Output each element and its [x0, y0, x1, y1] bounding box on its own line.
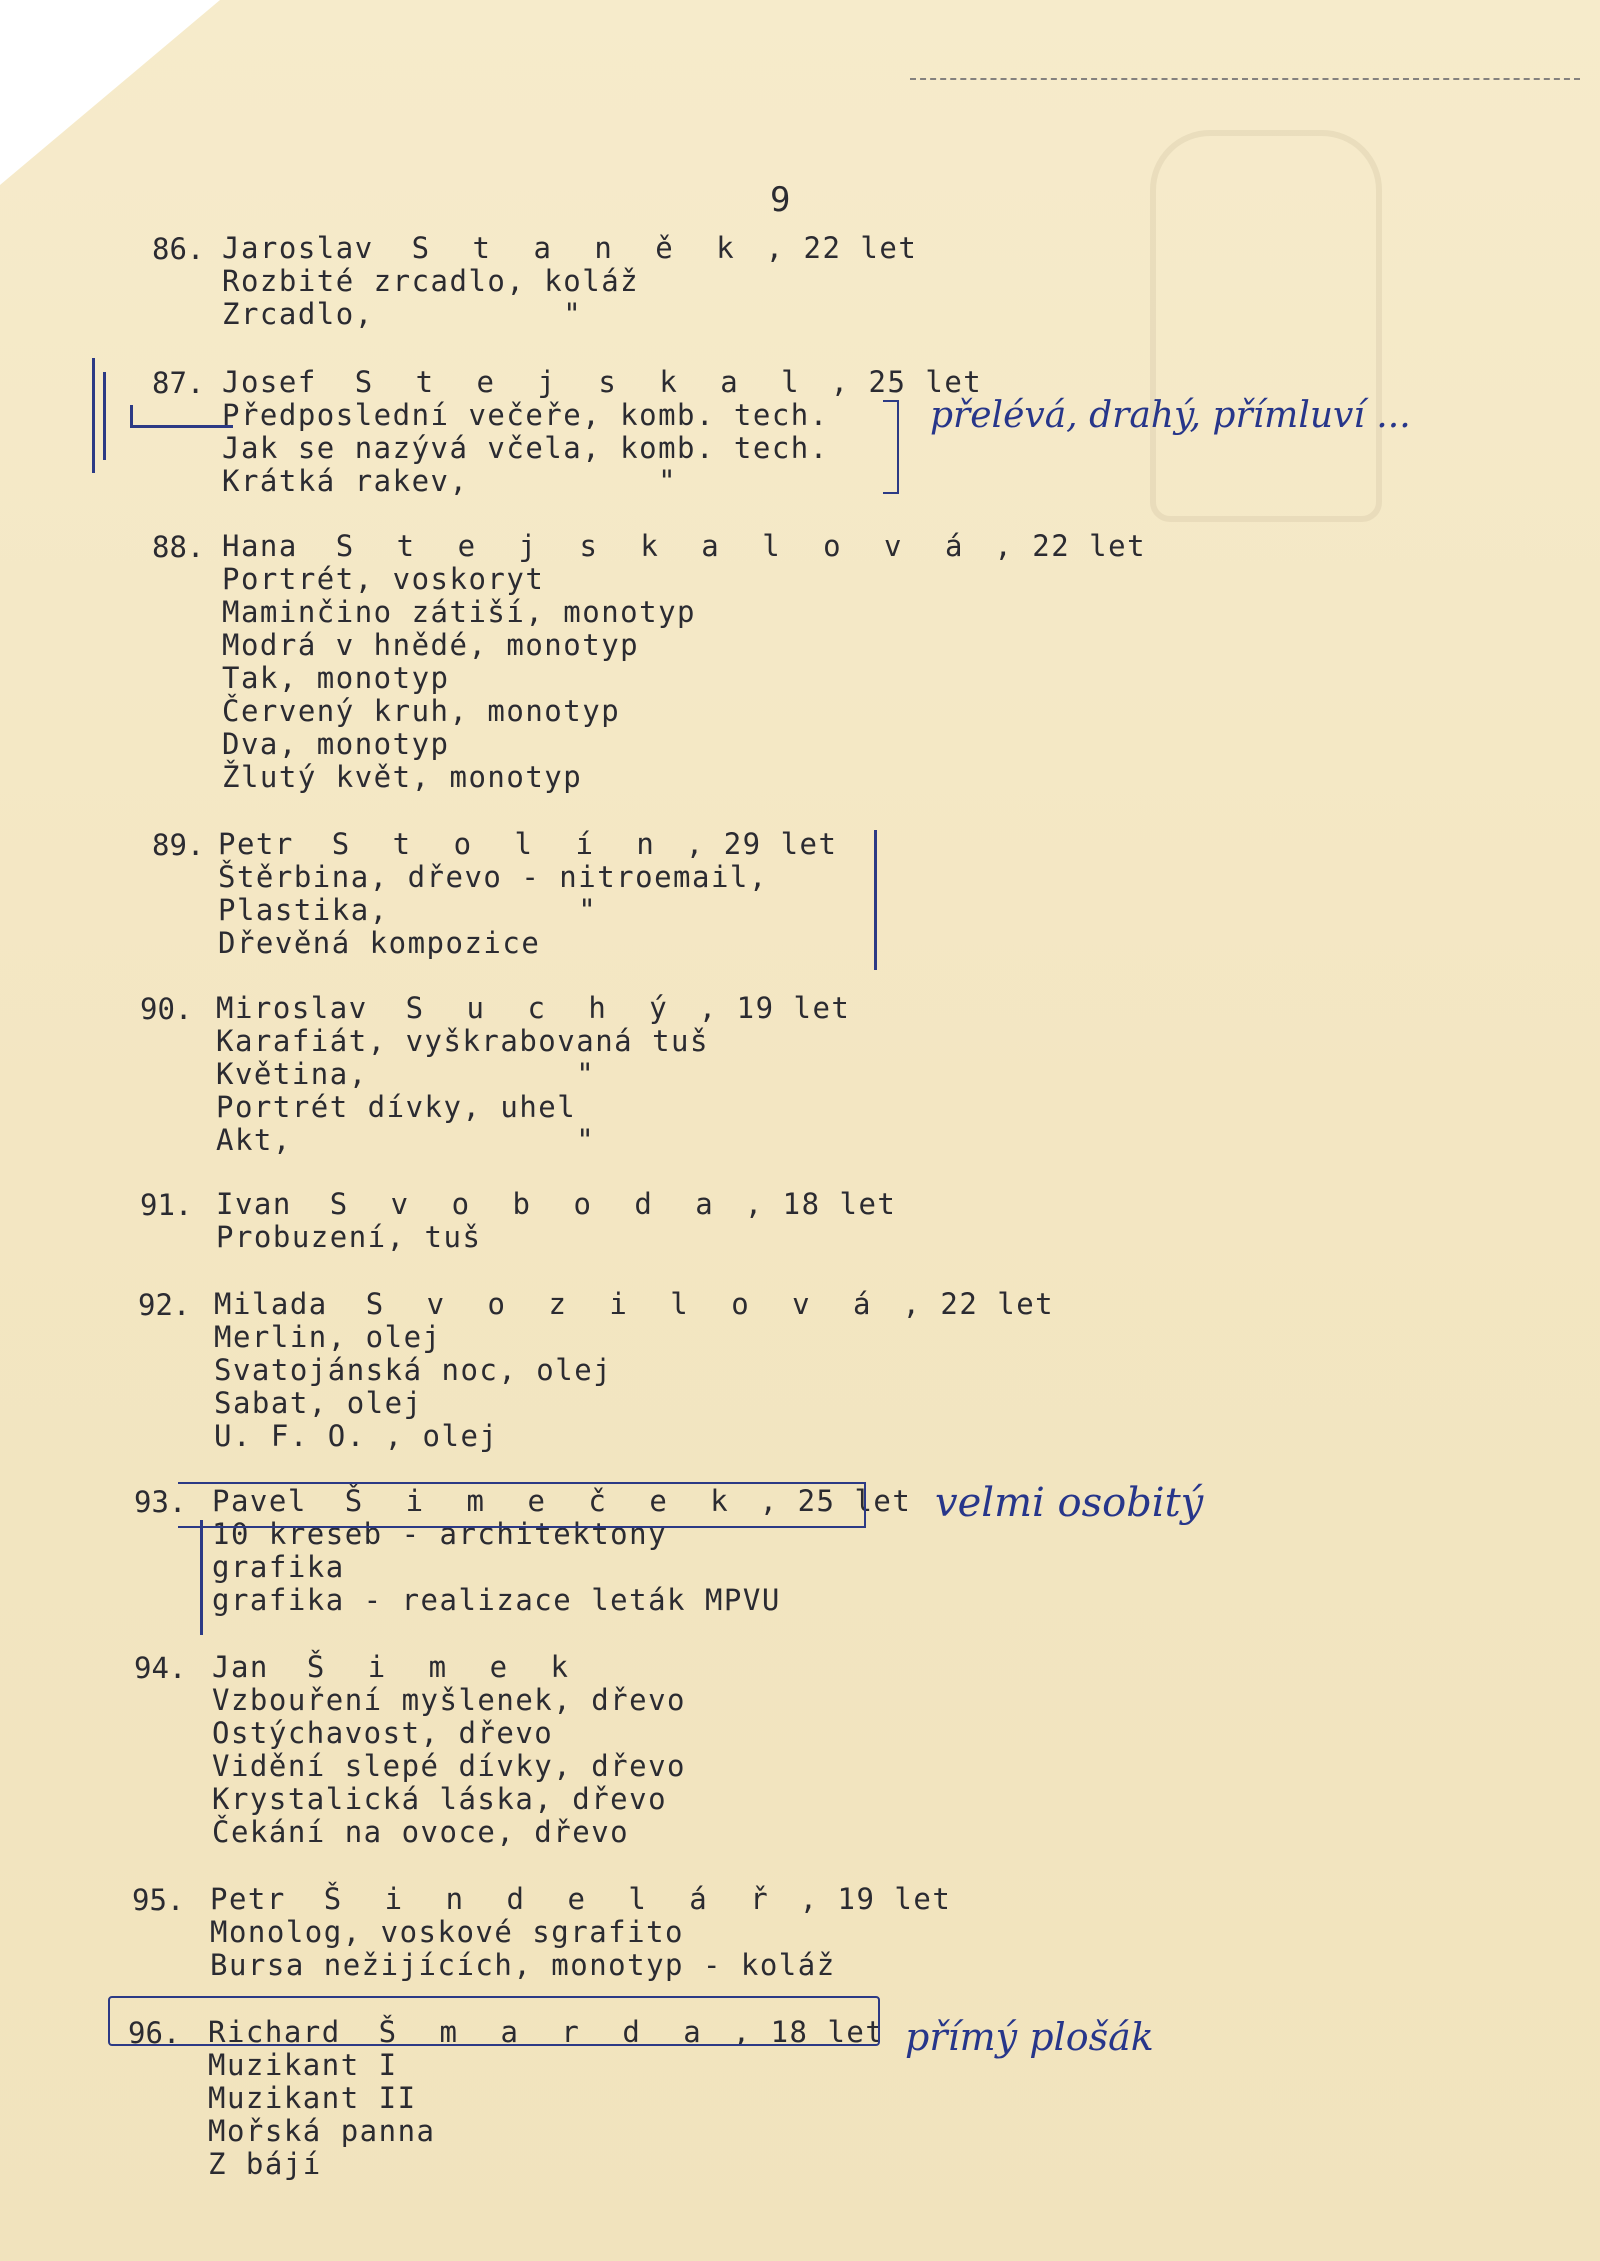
box-93-name	[178, 1482, 866, 1528]
artwork-line: Vzbouření myšlenek, dřevo	[212, 1683, 686, 1717]
entry-number: 92.	[138, 1288, 191, 1322]
entry-number: 91.	[140, 1188, 193, 1222]
artist-age: , 22 let	[975, 529, 1147, 563]
artist-age: , 25 let	[740, 1484, 912, 1518]
bracket-89	[874, 830, 877, 970]
artwork-line: Muzikant II	[208, 2081, 417, 2115]
artist-age: , 18 let	[713, 2015, 885, 2049]
handwritten-note-87: přelévá, drahý, přímluví ...	[930, 395, 1411, 436]
artwork-line: Portrét dívky, uhel	[216, 1090, 577, 1124]
artwork-line: Dřevěná kompozice	[218, 926, 541, 960]
artwork-line: Čekání na ovoce, dřevo	[212, 1815, 630, 1849]
artwork-line: Předposlední večeře, komb. tech.	[222, 398, 829, 432]
artist-first-name: Miroslav	[216, 991, 406, 1025]
artwork-line: Probuzení, tuš	[216, 1220, 482, 1254]
entry-number: 93.	[134, 1485, 187, 1519]
artwork-line: Akt, "	[216, 1123, 596, 1157]
artist-surname: S t e j s k a l	[354, 365, 812, 399]
artist-age: , 22 let	[883, 1287, 1055, 1321]
bracket-87-right	[883, 400, 899, 494]
artwork-line: Mořská panna	[208, 2114, 436, 2148]
artwork-line: Muzikant I	[208, 2048, 398, 2082]
artist-surname: Š i m e k	[306, 1650, 581, 1684]
artwork-line: Bursa nežijících, monotyp - koláž	[210, 1948, 836, 1982]
artist-surname: S t o l í n	[331, 827, 667, 861]
page-number: 9	[770, 180, 791, 220]
artist-surname: S v o z i l o v á	[365, 1287, 884, 1321]
artist-surname: S v o b o d a	[329, 1187, 726, 1221]
artist-first-name: Richard	[208, 2015, 379, 2049]
artist-heading	[214, 1288, 1054, 1321]
artist-first-name: Petr	[218, 827, 332, 861]
artwork-line: Dva, monotyp	[222, 727, 450, 761]
artist-heading	[216, 1188, 896, 1221]
entry-number: 89.	[152, 828, 205, 862]
artwork-line: Z bájí	[208, 2147, 322, 2181]
entry-number: 88.	[152, 530, 205, 564]
artist-age: , 29 let	[666, 827, 838, 861]
top-dashed-line	[910, 78, 1580, 80]
artwork-line: Rozbité zrcadlo, koláž	[222, 264, 640, 298]
artwork-line: Krátká rakev, "	[222, 464, 678, 498]
artist-age: , 18 let	[725, 1187, 897, 1221]
artist-age: , 19 let	[780, 1882, 952, 1916]
handwritten-note-93: velmi osobitý	[935, 1480, 1204, 1526]
artist-first-name: Hana	[222, 529, 336, 563]
artist-first-name: Jan	[212, 1650, 307, 1684]
artist-heading	[222, 232, 917, 265]
artist-heading	[222, 530, 1146, 563]
artwork-line: Plastika, "	[218, 893, 598, 927]
artwork-line: Karafiát, vyškrabovaná tuš	[216, 1024, 709, 1058]
artist-surname: S t e j s k a l o v á	[335, 529, 976, 563]
artist-first-name: Pavel	[212, 1484, 345, 1518]
box-96-name	[108, 1996, 880, 2046]
artist-heading	[216, 992, 850, 1025]
entry-number: 95.	[132, 1883, 185, 1917]
artist-heading	[212, 1651, 581, 1684]
artwork-line: grafika	[212, 1550, 345, 1584]
entry-number: 87.	[152, 366, 205, 400]
artwork-line: Červený kruh, monotyp	[222, 694, 621, 728]
artist-surname: S u c h ý	[405, 991, 680, 1025]
handwritten-note-96: přímý plošák	[905, 2015, 1154, 2059]
artist-first-name: Jaroslav	[222, 231, 412, 265]
artist-age: , 22 let	[746, 231, 918, 265]
artwork-line: Krystalická láska, dřevo	[212, 1782, 668, 1816]
entry-number: 86.	[152, 232, 205, 266]
artwork-line: Žlutý květ, monotyp	[222, 760, 583, 794]
artwork-line: Merlin, olej	[214, 1320, 442, 1354]
artist-surname: Š m a r d a	[378, 2015, 714, 2049]
artwork-line: Zrcadlo, "	[222, 297, 583, 331]
artwork-line: Portrét, voskoryt	[222, 562, 545, 596]
artist-surname: S t a n ě k	[411, 231, 747, 265]
artist-surname: Š i n d e l á ř	[323, 1882, 781, 1916]
margin-bracket-87	[92, 358, 95, 473]
artist-heading	[210, 1883, 951, 1916]
bracket-93-left	[200, 1520, 203, 1635]
artist-heading	[218, 828, 837, 861]
artist-first-name: Josef	[222, 365, 355, 399]
artist-age: , 25 let	[811, 365, 983, 399]
pen-hook-87	[130, 405, 233, 428]
artwork-line: Maminčino zátiší, monotyp	[222, 595, 696, 629]
folded-corner	[0, 0, 220, 185]
artwork-line: Štěrbina, dřevo - nitroemail,	[218, 860, 768, 894]
artist-first-name: Milada	[214, 1287, 366, 1321]
entry-number: 96.	[128, 2016, 181, 2050]
artist-surname: Š i m e č e k	[344, 1484, 741, 1518]
artwork-line: Sabat, olej	[214, 1386, 423, 1420]
artwork-line: Svatojánská noc, olej	[214, 1353, 613, 1387]
artwork-line: Modrá v hnědé, monotyp	[222, 628, 640, 662]
artwork-line: Jak se nazývá včela, komb. tech.	[222, 431, 829, 465]
artwork-line: Ostýchavost, dřevo	[212, 1716, 554, 1750]
artwork-line: Květina, "	[216, 1057, 596, 1091]
artwork-line: Tak, monotyp	[222, 661, 450, 695]
artwork-line: grafika - realizace leták MPVU	[212, 1583, 781, 1617]
artwork-line: 10 kreseb - architektony	[212, 1517, 668, 1551]
artist-first-name: Ivan	[216, 1187, 330, 1221]
artist-first-name: Petr	[210, 1882, 324, 1916]
entry-number: 94.	[134, 1651, 187, 1685]
artwork-line: Monolog, voskové sgrafito	[210, 1915, 684, 1949]
artwork-line: Vidění slepé dívky, dřevo	[212, 1749, 686, 1783]
artist-age: , 19 let	[679, 991, 851, 1025]
artist-heading	[222, 366, 982, 399]
artwork-line: U. F. O. , olej	[214, 1419, 499, 1453]
paper-watermark	[1150, 130, 1382, 522]
entry-number: 90.	[140, 992, 193, 1026]
margin-bracket-87b	[103, 372, 106, 460]
